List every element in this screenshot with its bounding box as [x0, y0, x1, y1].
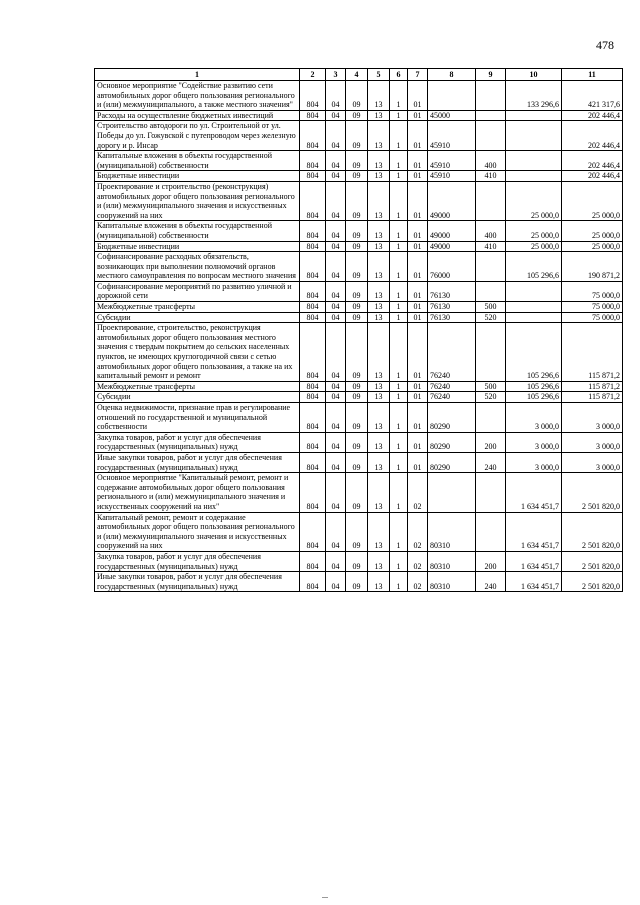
header-cell: 8 [428, 69, 476, 81]
direction-code-cell: 49000 [428, 181, 476, 220]
program-code-cell: 13 [368, 512, 390, 551]
event-code-cell: 01 [408, 452, 428, 472]
section-code-cell: 04 [326, 432, 346, 452]
direction-code-cell: 76240 [428, 392, 476, 403]
subprogram-code-cell: 1 [390, 171, 408, 182]
event-code-cell: 01 [408, 323, 428, 382]
budget-table [94, 68, 623, 592]
direction-code-cell [428, 473, 476, 512]
subsection-code-cell: 09 [346, 110, 368, 121]
section-code-cell: 04 [326, 572, 346, 592]
section-code-cell: 04 [326, 110, 346, 121]
expense-type-cell: 520 [476, 312, 506, 323]
section-code-cell: 04 [326, 151, 346, 171]
header-cell: 2 [300, 69, 326, 81]
program-code-cell: 13 [368, 381, 390, 392]
section-code-cell: 04 [326, 221, 346, 241]
ministry-code-cell: 804 [300, 452, 326, 472]
event-code-cell: 01 [408, 181, 428, 220]
item-name-cell: Закупка товаров, работ и услуг для обеспечения государственных (муниципальных) нужд [95, 551, 300, 571]
subsection-code-cell: 09 [346, 241, 368, 252]
subprogram-code-cell: 1 [390, 312, 408, 323]
expense-type-cell [476, 121, 506, 151]
event-code-cell: 01 [408, 381, 428, 392]
ministry-code-cell: 804 [300, 403, 326, 433]
header-cell: 11 [562, 69, 623, 81]
amount-year1-cell: 105 296,6 [506, 381, 562, 392]
amount-year1-cell [506, 312, 562, 323]
amount-year2-cell: 115 871,2 [562, 323, 623, 382]
section-code-cell: 04 [326, 241, 346, 252]
event-code-cell: 02 [408, 512, 428, 551]
ministry-code-cell: 804 [300, 512, 326, 551]
direction-code-cell: 76240 [428, 323, 476, 382]
subsection-code-cell: 09 [346, 572, 368, 592]
amount-year2-cell: 25 000,0 [562, 241, 623, 252]
item-name-cell: Основное мероприятие "Содействие развитию сети автомобильных дорог общего пользования регионального и (или) межмуниципального, а также местного значения" [95, 81, 300, 111]
event-code-cell: 01 [408, 241, 428, 252]
item-name-cell: Основное мероприятие "Капитальный ремонт, ремонт и содержание автомобильных дорог общего пользования регионального и (или) межмуниципального значения и искусственных сооружений на них" [95, 473, 300, 512]
subsection-code-cell: 09 [346, 432, 368, 452]
section-code-cell: 04 [326, 323, 346, 382]
section-code-cell: 04 [326, 121, 346, 151]
event-code-cell: 01 [408, 281, 428, 301]
ministry-code-cell: 804 [300, 121, 326, 151]
table-row [95, 151, 623, 171]
amount-year1-cell: 3 000,0 [506, 403, 562, 433]
direction-code-cell [428, 81, 476, 111]
expense-type-cell: 240 [476, 572, 506, 592]
ministry-code-cell: 804 [300, 302, 326, 313]
expense-type-cell: 520 [476, 392, 506, 403]
amount-year2-cell: 3 000,0 [562, 452, 623, 472]
event-code-cell: 02 [408, 551, 428, 571]
program-code-cell: 13 [368, 312, 390, 323]
ministry-code-cell: 804 [300, 241, 326, 252]
ministry-code-cell: 804 [300, 392, 326, 403]
subprogram-code-cell: 1 [390, 403, 408, 433]
subsection-code-cell: 09 [346, 252, 368, 282]
amount-year2-cell: 202 446,4 [562, 171, 623, 182]
subsection-code-cell: 09 [346, 551, 368, 571]
amount-year1-cell: 3 000,0 [506, 432, 562, 452]
amount-year1-cell: 105 296,6 [506, 252, 562, 282]
item-name-cell: Иные закупки товаров, работ и услуг для обеспечения государственных (муниципальных) нужд [95, 452, 300, 472]
expense-type-cell: 410 [476, 171, 506, 182]
direction-code-cell: 76000 [428, 252, 476, 282]
subprogram-code-cell: 1 [390, 323, 408, 382]
subsection-code-cell: 09 [346, 392, 368, 403]
item-name-cell: Межбюджетные трансферты [95, 381, 300, 392]
subsection-code-cell: 09 [346, 403, 368, 433]
table-row [95, 452, 623, 472]
amount-year2-cell: 115 871,2 [562, 381, 623, 392]
subprogram-code-cell: 1 [390, 81, 408, 111]
header-row [95, 69, 623, 81]
amount-year1-cell: 105 296,6 [506, 392, 562, 403]
amount-year2-cell: 25 000,0 [562, 181, 623, 220]
item-name-cell: Строительство автодороги по ул. Строительной от ул. Победы до ул. Гожувской с путепроводом через железную дорогу и р. Инсар [95, 121, 300, 151]
amount-year2-cell: 202 446,4 [562, 151, 623, 171]
subsection-code-cell: 09 [346, 121, 368, 151]
table-row [95, 181, 623, 220]
subprogram-code-cell: 1 [390, 181, 408, 220]
subsection-code-cell: 09 [346, 221, 368, 241]
direction-code-cell: 76240 [428, 381, 476, 392]
program-code-cell: 13 [368, 121, 390, 151]
program-code-cell: 13 [368, 81, 390, 111]
subsection-code-cell: 09 [346, 381, 368, 392]
expense-type-cell [476, 323, 506, 382]
direction-code-cell: 76130 [428, 312, 476, 323]
ministry-code-cell: 804 [300, 381, 326, 392]
subprogram-code-cell: 1 [390, 381, 408, 392]
subprogram-code-cell: 1 [390, 512, 408, 551]
amount-year2-cell: 75 000,0 [562, 302, 623, 313]
page-mark [322, 897, 328, 898]
event-code-cell: 01 [408, 252, 428, 282]
expense-type-cell [476, 252, 506, 282]
amount-year1-cell [506, 281, 562, 301]
expense-type-cell [476, 473, 506, 512]
header-cell: 3 [326, 69, 346, 81]
program-code-cell: 13 [368, 452, 390, 472]
subprogram-code-cell: 1 [390, 221, 408, 241]
expense-type-cell: 200 [476, 432, 506, 452]
section-code-cell: 04 [326, 512, 346, 551]
expense-type-cell [476, 110, 506, 121]
subprogram-code-cell: 1 [390, 452, 408, 472]
expense-type-cell [476, 181, 506, 220]
expense-type-cell [476, 403, 506, 433]
section-code-cell: 04 [326, 473, 346, 512]
header-cell: 1 [95, 69, 300, 81]
program-code-cell: 13 [368, 323, 390, 382]
table-row [95, 312, 623, 323]
header-cell: 7 [408, 69, 428, 81]
header-cell: 9 [476, 69, 506, 81]
program-code-cell: 13 [368, 252, 390, 282]
subprogram-code-cell: 1 [390, 110, 408, 121]
direction-code-cell: 80310 [428, 572, 476, 592]
event-code-cell: 01 [408, 403, 428, 433]
item-name-cell: Проектирование, строительство, реконструкция автомобильных дорог общего пользования местного значения с твердым покрытием до сельских населенных пунктов, не имеющих круглогодичной связи с сетью автомобильных дорог общего пользования, а также на их капитальный ремонт и ремонт [95, 323, 300, 382]
header-cell: 5 [368, 69, 390, 81]
expense-type-cell: 500 [476, 302, 506, 313]
amount-year1-cell [506, 171, 562, 182]
direction-code-cell: 45910 [428, 171, 476, 182]
item-name-cell: Закупка товаров, работ и услуг для обеспечения государственных (муниципальных) нужд [95, 432, 300, 452]
ministry-code-cell: 804 [300, 252, 326, 282]
program-code-cell: 13 [368, 241, 390, 252]
ministry-code-cell: 804 [300, 81, 326, 111]
header-cell: 6 [390, 69, 408, 81]
direction-code-cell: 80290 [428, 432, 476, 452]
expense-type-cell: 200 [476, 551, 506, 571]
expense-type-cell: 400 [476, 221, 506, 241]
item-name-cell: Иные закупки товаров, работ и услуг для обеспечения государственных (муниципальных) нужд [95, 572, 300, 592]
expense-type-cell: 240 [476, 452, 506, 472]
subprogram-code-cell: 1 [390, 241, 408, 252]
table-row [95, 121, 623, 151]
amount-year2-cell: 202 446,4 [562, 121, 623, 151]
section-code-cell: 04 [326, 252, 346, 282]
amount-year2-cell: 75 000,0 [562, 281, 623, 301]
program-code-cell: 13 [368, 151, 390, 171]
event-code-cell: 01 [408, 302, 428, 313]
table-row [95, 551, 623, 571]
event-code-cell: 01 [408, 432, 428, 452]
amount-year2-cell: 2 501 820,0 [562, 551, 623, 571]
expense-type-cell: 400 [476, 151, 506, 171]
expense-type-cell [476, 512, 506, 551]
ministry-code-cell: 804 [300, 171, 326, 182]
table-row [95, 432, 623, 452]
subsection-code-cell: 09 [346, 171, 368, 182]
amount-year2-cell: 421 317,6 [562, 81, 623, 111]
item-name-cell: Субсидии [95, 392, 300, 403]
direction-code-cell: 80290 [428, 403, 476, 433]
item-name-cell: Межбюджетные трансферты [95, 302, 300, 313]
event-code-cell: 02 [408, 572, 428, 592]
ministry-code-cell: 804 [300, 221, 326, 241]
page-number: 478 [596, 38, 614, 52]
program-code-cell: 13 [368, 221, 390, 241]
table-row [95, 252, 623, 282]
ministry-code-cell: 804 [300, 312, 326, 323]
table-row [95, 81, 623, 111]
amount-year1-cell: 3 000,0 [506, 452, 562, 472]
section-code-cell: 04 [326, 392, 346, 403]
amount-year1-cell: 1 634 451,7 [506, 473, 562, 512]
program-code-cell: 13 [368, 473, 390, 512]
direction-code-cell: 45000 [428, 110, 476, 121]
amount-year2-cell: 2 501 820,0 [562, 512, 623, 551]
program-code-cell: 13 [368, 171, 390, 182]
event-code-cell: 01 [408, 81, 428, 111]
table-row [95, 381, 623, 392]
ministry-code-cell: 804 [300, 323, 326, 382]
subprogram-code-cell: 1 [390, 281, 408, 301]
subprogram-code-cell: 1 [390, 551, 408, 571]
event-code-cell: 01 [408, 221, 428, 241]
section-code-cell: 04 [326, 281, 346, 301]
ministry-code-cell: 804 [300, 110, 326, 121]
subsection-code-cell: 09 [346, 151, 368, 171]
subsection-code-cell: 09 [346, 181, 368, 220]
subprogram-code-cell: 1 [390, 252, 408, 282]
expense-type-cell [476, 81, 506, 111]
subprogram-code-cell: 1 [390, 572, 408, 592]
table-row [95, 572, 623, 592]
ministry-code-cell: 804 [300, 432, 326, 452]
event-code-cell: 02 [408, 473, 428, 512]
section-code-cell: 04 [326, 171, 346, 182]
item-name-cell: Софинансирование расходных обязательств, возникающих при выполнении полномочий органов местного самоуправления по вопросам местного значения [95, 252, 300, 282]
item-name-cell: Капитальные вложения в объекты государственной (муниципальной) собственности [95, 151, 300, 171]
header-cell: 10 [506, 69, 562, 81]
table-row [95, 281, 623, 301]
section-code-cell: 04 [326, 381, 346, 392]
amount-year1-cell [506, 151, 562, 171]
amount-year1-cell: 1 634 451,7 [506, 551, 562, 571]
subsection-code-cell: 09 [346, 281, 368, 301]
item-name-cell: Проектирование и строительство (реконструкция) автомобильных дорог общего пользования регионального и (или) межмуниципального значения и искусственных сооружений на них [95, 181, 300, 220]
program-code-cell: 13 [368, 403, 390, 433]
amount-year2-cell: 2 501 820,0 [562, 473, 623, 512]
table-row [95, 110, 623, 121]
table-row [95, 241, 623, 252]
event-code-cell: 01 [408, 121, 428, 151]
subsection-code-cell: 09 [346, 473, 368, 512]
table-row [95, 323, 623, 382]
amount-year1-cell [506, 302, 562, 313]
amount-year2-cell: 115 871,2 [562, 392, 623, 403]
ministry-code-cell: 804 [300, 181, 326, 220]
direction-code-cell: 80290 [428, 452, 476, 472]
direction-code-cell: 76130 [428, 302, 476, 313]
subsection-code-cell: 09 [346, 323, 368, 382]
amount-year1-cell: 105 296,6 [506, 323, 562, 382]
direction-code-cell: 80310 [428, 551, 476, 571]
amount-year1-cell [506, 110, 562, 121]
item-name-cell: Расходы на осуществление бюджетных инвестиций [95, 110, 300, 121]
program-code-cell: 13 [368, 432, 390, 452]
amount-year1-cell: 25 000,0 [506, 241, 562, 252]
subprogram-code-cell: 1 [390, 392, 408, 403]
direction-code-cell: 49000 [428, 221, 476, 241]
amount-year1-cell: 25 000,0 [506, 181, 562, 220]
item-name-cell: Бюджетные инвестиции [95, 171, 300, 182]
item-name-cell: Капитальный ремонт, ремонт и содержание автомобильных дорог общего пользования регионального и (или) межмуниципального значения и искусственных сооружений на них [95, 512, 300, 551]
amount-year2-cell: 75 000,0 [562, 312, 623, 323]
ministry-code-cell: 804 [300, 473, 326, 512]
program-code-cell: 13 [368, 572, 390, 592]
section-code-cell: 04 [326, 403, 346, 433]
table-row [95, 221, 623, 241]
subprogram-code-cell: 1 [390, 473, 408, 512]
event-code-cell: 01 [408, 110, 428, 121]
subsection-code-cell: 09 [346, 312, 368, 323]
ministry-code-cell: 804 [300, 151, 326, 171]
section-code-cell: 04 [326, 181, 346, 220]
event-code-cell: 01 [408, 312, 428, 323]
section-code-cell: 04 [326, 452, 346, 472]
subsection-code-cell: 09 [346, 512, 368, 551]
table-row [95, 473, 623, 512]
item-name-cell: Капитальные вложения в объекты государственной (муниципальной) собственности [95, 221, 300, 241]
event-code-cell: 01 [408, 171, 428, 182]
direction-code-cell: 80310 [428, 512, 476, 551]
amount-year2-cell: 2 501 820,0 [562, 572, 623, 592]
subprogram-code-cell: 1 [390, 302, 408, 313]
direction-code-cell: 76130 [428, 281, 476, 301]
subprogram-code-cell: 1 [390, 151, 408, 171]
expense-type-cell: 500 [476, 381, 506, 392]
amount-year1-cell: 1 634 451,7 [506, 572, 562, 592]
table-row [95, 171, 623, 182]
header-cell: 4 [346, 69, 368, 81]
section-code-cell: 04 [326, 551, 346, 571]
direction-code-cell: 45910 [428, 121, 476, 151]
subsection-code-cell: 09 [346, 81, 368, 111]
subprogram-code-cell: 1 [390, 432, 408, 452]
amount-year2-cell: 25 000,0 [562, 221, 623, 241]
table-row [95, 302, 623, 313]
amount-year2-cell: 3 000,0 [562, 403, 623, 433]
program-code-cell: 13 [368, 110, 390, 121]
event-code-cell: 01 [408, 392, 428, 403]
ministry-code-cell: 804 [300, 572, 326, 592]
direction-code-cell: 45910 [428, 151, 476, 171]
table-row [95, 512, 623, 551]
subsection-code-cell: 09 [346, 302, 368, 313]
item-name-cell: Бюджетные инвестиции [95, 241, 300, 252]
expense-type-cell [476, 281, 506, 301]
section-code-cell: 04 [326, 312, 346, 323]
item-name-cell: Субсидии [95, 312, 300, 323]
program-code-cell: 13 [368, 551, 390, 571]
amount-year2-cell: 202 446,4 [562, 110, 623, 121]
program-code-cell: 13 [368, 181, 390, 220]
item-name-cell: Софинансирование мероприятий по развитию уличной и дорожной сети [95, 281, 300, 301]
amount-year2-cell: 190 871,2 [562, 252, 623, 282]
section-code-cell: 04 [326, 81, 346, 111]
event-code-cell: 01 [408, 151, 428, 171]
subsection-code-cell: 09 [346, 452, 368, 472]
amount-year1-cell: 133 296,6 [506, 81, 562, 111]
program-code-cell: 13 [368, 281, 390, 301]
direction-code-cell: 49000 [428, 241, 476, 252]
amount-year1-cell [506, 121, 562, 151]
item-name-cell: Оценка недвижимости, признание прав и регулирование отношений по государственной и муниципальной собственности [95, 403, 300, 433]
expense-type-cell: 410 [476, 241, 506, 252]
table-row [95, 392, 623, 403]
amount-year1-cell: 25 000,0 [506, 221, 562, 241]
ministry-code-cell: 804 [300, 281, 326, 301]
program-code-cell: 13 [368, 392, 390, 403]
program-code-cell: 13 [368, 302, 390, 313]
amount-year2-cell: 3 000,0 [562, 432, 623, 452]
ministry-code-cell: 804 [300, 551, 326, 571]
subprogram-code-cell: 1 [390, 121, 408, 151]
amount-year1-cell: 1 634 451,7 [506, 512, 562, 551]
section-code-cell: 04 [326, 302, 346, 313]
table-row [95, 403, 623, 433]
